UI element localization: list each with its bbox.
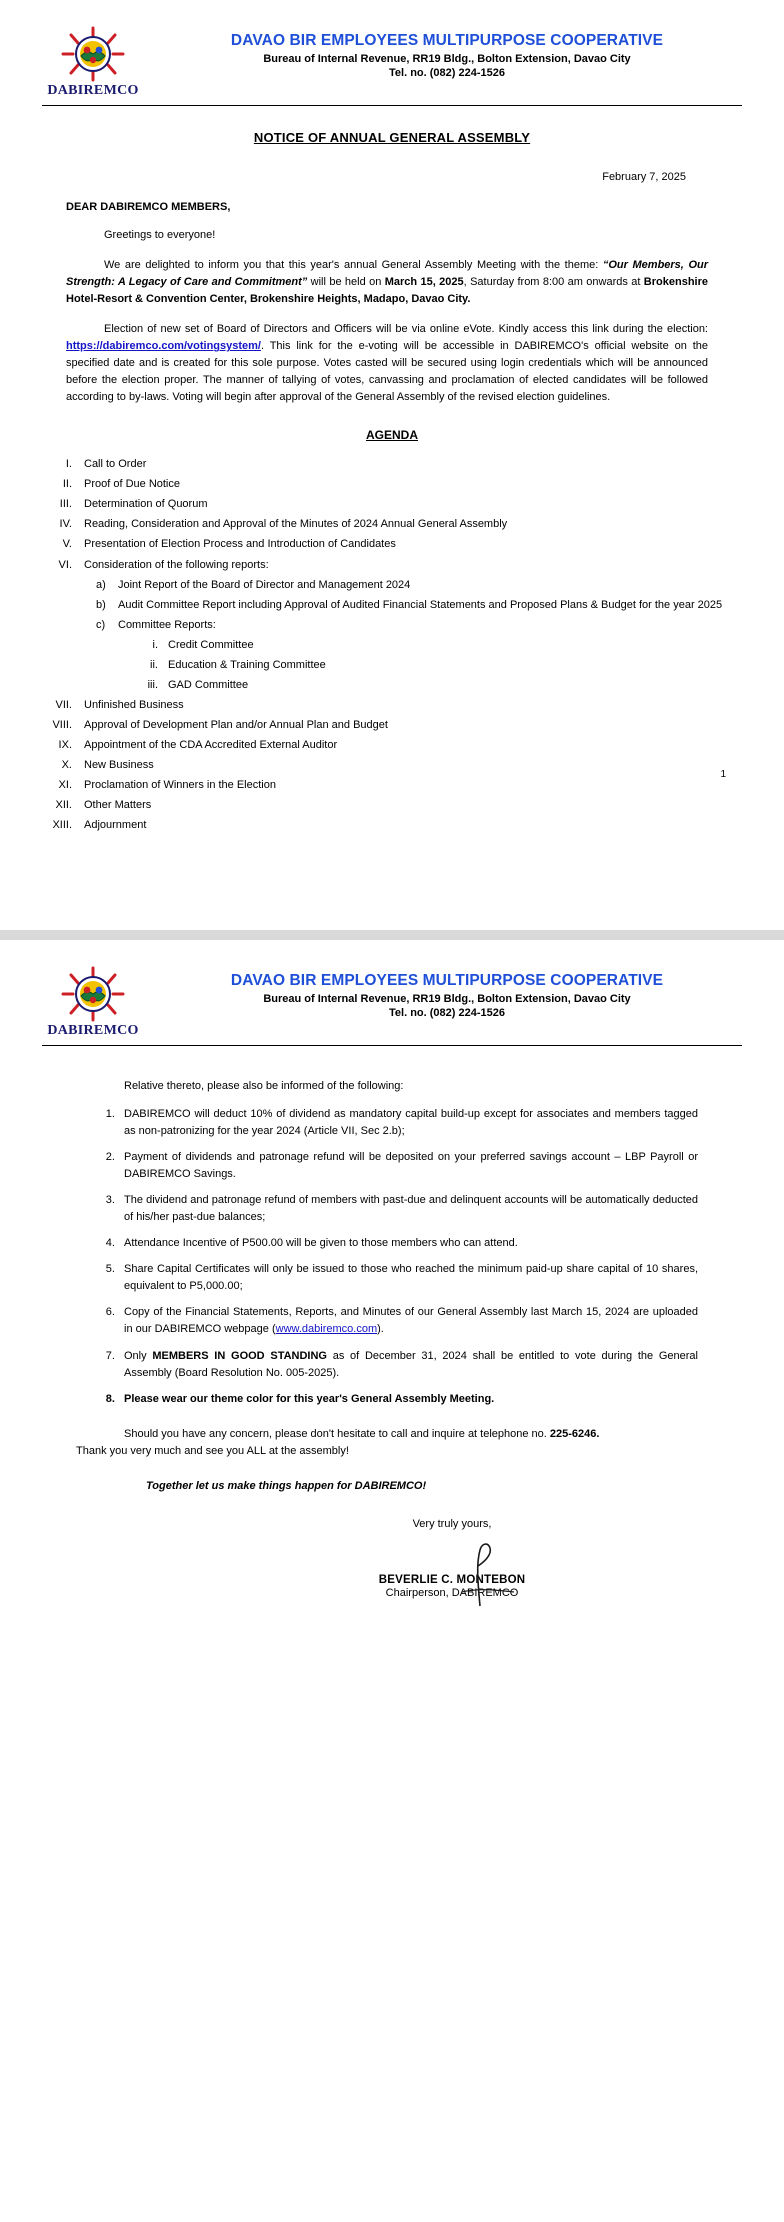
agenda-item-number: V. [62,538,72,551]
agenda-subsubitem-number: i. [152,638,158,651]
logo-wordmark: DABIREMCO [47,83,139,98]
information-list [96,1106,698,1408]
agenda-item-label: Appointment of the CDA Accredited External Auditor [84,738,338,751]
agenda-item-label: Unfinished Business [84,698,184,711]
list-item: 5. Share Capital Certificates will only be issued to those who reached the minimum paid-up share capital of 10 shares, equivalent to P5,000.00; [118,1261,698,1295]
agenda-heading: AGENDA [365,428,418,443]
list-item: 3. The dividend and patronage refund of members with past-due and delinquent accounts will be automatically deducted of his/her past-due balances; [118,1192,698,1226]
agenda-item [38,795,746,815]
list-item: 8. Please wear our theme color for this year's General Assembly Meeting. [118,1391,698,1408]
agenda-subsubitem-label: Credit Committee [168,638,254,651]
cooperative-telephone: Tel. no. (082) 224-1526 [389,67,505,79]
evoting-link[interactable]: https://dabiremco.com/votingsystem/ [66,340,261,353]
agenda-item-label: Proclamation of Winners in the Election [84,778,276,791]
greeting-paragraph: Greetings to everyone! [104,229,216,241]
agenda-item-number: IX. [58,738,72,751]
closing-a: Should you have any concern, please don't hesitate to call and inquire at telephone no. [124,1427,550,1440]
agenda-item [38,514,746,534]
agenda-item [38,555,746,575]
salutation: DEAR DABIREMCO MEMBERS, [66,201,231,213]
para2-b: . This link for the e-voting will be accessible in DABIREMCO's official website on the specified date and is created for this sole purpose. Votes casted will be secured using login credentials which will be announced before the election proper. The manner of tallying of votes, canvassing and proclamation of elected candidates will be followed according to by-laws. Voting will begin after approval of the General Assembly of the revised election guidelines. [66,340,708,404]
list-item: 6. Copy of the Financial Statements, Reports, and Minutes of our General Assembly last March 15, 2024 are uploaded in our DABIREMCO webpage (www.dabiremco.com). [118,1304,698,1338]
agenda-item-label: Consideration of the following reports: [84,558,269,571]
agenda-item [38,474,746,494]
letterhead-text [148,24,746,79]
agenda-item-label: Approval of Development Plan and/or Annual Plan and Budget [84,718,388,731]
letterhead [38,18,746,99]
agenda-item [38,534,746,554]
cooperative-name: DAVAO BIR EMPLOYEES MULTIPURPOSE COOPERATIVE [230,972,664,989]
agenda-item-number: IV. [59,518,72,531]
para1-b: will be held on [307,276,385,289]
agenda-item [38,695,746,715]
good-standing-emphasis: MEMBERS IN GOOD STANDING [152,1349,327,1362]
dabiremco-logo-icon [57,966,129,1022]
agenda-item-number: VIII. [52,718,72,731]
list-item: 4. Attendance Incentive of P500.00 will be given to those members who can attend. [118,1235,698,1252]
agenda-item [38,715,746,735]
letterhead [38,958,746,1039]
agenda-item-label: Determination of Quorum [84,498,208,511]
agenda-item-number: XII. [55,798,72,811]
agenda-subitem [96,575,746,595]
page2-intro: Relative thereto, please also be informed of the following: [124,1080,404,1092]
logo-block [38,964,148,1039]
signer-name: BEVERLIE C. MONTEBON [378,1573,526,1586]
contact-phone: 225-6246. [549,1427,600,1440]
cooperative-telephone: Tel. no. (082) 224-1526 [389,1007,505,1019]
agenda-subitem [96,615,746,635]
dabiremco-logo-icon [57,26,129,82]
agenda-item [38,755,746,775]
agenda-list [38,454,746,834]
agenda-subsubitem [142,675,746,695]
letterhead-divider [42,1045,742,1046]
agenda-subsubitem-label: Education & Training Committee [168,658,326,671]
agenda-item-label: Proof of Due Notice [84,478,180,491]
agenda-item-number: III. [59,498,72,511]
very-truly-yours: Very truly yours, [412,1517,492,1530]
dabiremco-webpage-link[interactable]: www.dabiremco.com [275,1323,378,1336]
page-title: NOTICE OF ANNUAL GENERAL ASSEMBLY [253,130,531,145]
agenda-item-number: VII. [55,698,72,711]
agenda-item-number: II. [62,478,72,491]
meeting-date: March 15, 2025 [384,276,464,289]
closing-paragraph [96,1426,698,1443]
letterhead-text [148,964,746,1019]
agenda-item [38,815,746,835]
cooperative-address: Bureau of Internal Revenue, RR19 Bldg., Bolton Extension, Davao City [263,53,631,65]
page-number: 1 [720,769,726,780]
list-item: 7. Only MEMBERS IN GOOD STANDING as of December 31, 2024 shall be entitled to vote during the General Assembly (Board Resolution No. 005-2025). [118,1348,698,1382]
list-item: 2. Payment of dividends and patronage refund will be deposited on your preferred savings account – LBP Payroll or DABIREMCO Savings. [118,1149,698,1183]
list-item: 1. DABIREMCO will deduct 10% of dividend as mandatory capital build-up except for associates and members tagged as non-patronizing for the year 2024 (Article VII, Sec 2.b); [118,1106,698,1140]
agenda-item [38,735,746,755]
page-separator [0,930,784,940]
agenda-item-number: X. [61,758,72,771]
logo-wordmark: DABIREMCO [47,1023,139,1038]
cooperative-name: DAVAO BIR EMPLOYEES MULTIPURPOSE COOPERATIVE [230,32,664,49]
meeting-venue: Brokenshire Hotel-Resort & Convention Center, Brokenshire Heights, Madapo, Davao City. [66,276,708,306]
agenda-subsubitem-number: iii. [147,678,158,691]
document-page-1 [0,0,784,930]
signature-block [38,1574,746,1599]
agenda-subsubitem [142,655,746,675]
agenda-item-number: XIII. [52,818,72,831]
agenda-subsubitem-label: GAD Committee [168,678,249,691]
agenda-item-label: Call to Order [84,458,147,471]
agenda-item-label: Presentation of Election Process and Introduction of Candidates [84,538,396,551]
agenda-subitem-number: c) [96,618,106,631]
agenda-subitem [96,595,746,615]
agenda-subitem-label: Audit Committee Report including Approval of Audited Financial Statements and Proposed Plans & Budget for the year 2025 [118,598,723,611]
signer-title: Chairperson, DABIREMCO [385,1586,519,1599]
agenda-item-label: Adjournment [84,818,147,831]
agenda-item-label: Other Matters [84,798,152,811]
meeting-theme: “Our Members, Our Strength: A Legacy of Care and Commitment” [66,259,708,289]
agenda-item-label: New Business [84,758,154,771]
agenda-subitem-number: b) [96,598,106,611]
letterhead-divider [42,105,742,106]
closing-paragraph-2: Thank you very much and see you ALL at the assembly! [76,1444,349,1457]
letter-date: February 7, 2025 [602,171,686,183]
cooperative-address: Bureau of Internal Revenue, RR19 Bldg., Bolton Extension, Davao City [263,993,631,1005]
agenda-item-number: XI. [58,778,72,791]
agenda-subitem-label: Committee Reports: [118,618,216,631]
para1-c: , Saturday from 8:00 am onwards at [463,276,644,289]
logo-block [38,24,148,99]
para2-a: Election of new set of Board of Directors and Officers will be via online eVote. Kindly access this link during the election: [104,323,708,336]
agenda-subsubitem [142,635,746,655]
document-page-2 [0,940,784,2222]
paragraph-election [66,321,708,406]
agenda-item-number: I. [65,458,72,471]
agenda-item-number: VI. [58,558,72,571]
agenda-subsubitem-number: ii. [150,658,158,671]
para1-a: We are delighted to inform you that this year's annual General Assembly Meeting with the theme: [104,259,599,272]
agenda-subitem-label: Joint Report of the Board of Director and Management 2024 [118,578,411,591]
agenda-subitem-number: a) [96,578,106,591]
tagline: Together let us make things happen for DABIREMCO! [146,1479,427,1492]
agenda-item-label: Reading, Consideration and Approval of the Minutes of 2024 Annual General Assembly [84,518,508,531]
agenda-item [38,494,746,514]
paragraph-meeting [66,257,708,308]
agenda-item [38,775,746,795]
agenda-item [38,454,746,474]
